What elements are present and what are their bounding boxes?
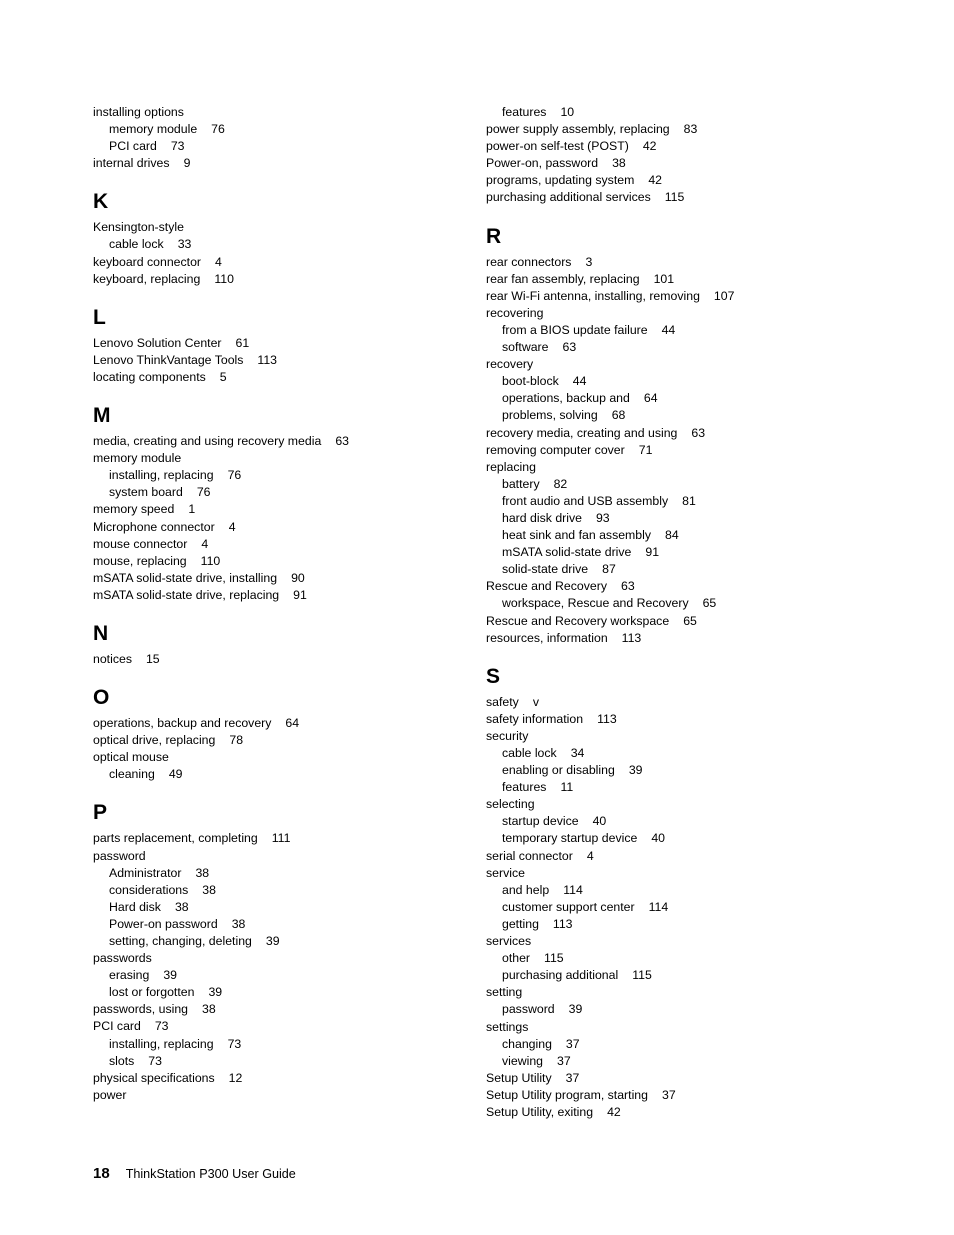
index-term: Lenovo ThinkVantage Tools xyxy=(93,352,244,367)
index-term: passwords, using xyxy=(93,1002,189,1017)
index-term: Power-on, password xyxy=(486,156,599,171)
index-letter-heading: O xyxy=(93,686,110,710)
index-entry xyxy=(486,865,886,882)
index-term: password xyxy=(93,848,146,863)
index-page-ref[interactable]: 38 xyxy=(195,865,210,880)
index-entry xyxy=(93,536,463,553)
index-column-left xyxy=(93,104,463,1104)
index-page-ref[interactable]: 65 xyxy=(683,613,697,628)
index-page-ref[interactable]: v xyxy=(532,694,539,709)
index-subentry xyxy=(486,407,886,424)
index-page-ref[interactable]: 76 xyxy=(227,468,242,483)
index-letter-heading: S xyxy=(486,664,501,688)
index-entry xyxy=(486,459,886,476)
index-term: power xyxy=(93,1087,127,1102)
index-term: startup device xyxy=(502,814,579,829)
index-term: lost or forgotten xyxy=(109,985,195,1000)
index-term: serial connector xyxy=(486,848,573,863)
index-entry xyxy=(93,848,463,865)
index-subentry xyxy=(486,373,886,390)
index-page-ref[interactable]: 63 xyxy=(620,579,635,594)
index-page-ref[interactable]: 38 xyxy=(174,899,189,914)
index-subentry xyxy=(93,484,463,501)
index-subentry xyxy=(93,138,463,155)
index-term: battery xyxy=(502,476,540,491)
index-entry xyxy=(93,271,463,288)
index-subentry xyxy=(93,933,463,950)
index-page-ref[interactable]: 76 xyxy=(196,485,211,500)
index-subentry xyxy=(93,865,463,882)
index-entry xyxy=(486,356,886,373)
index-term: Setup Utility, exiting xyxy=(486,1104,594,1119)
index-entry xyxy=(486,1087,886,1104)
index-entry xyxy=(486,442,886,459)
index-page-ref[interactable]: 91 xyxy=(645,545,660,560)
index-entry xyxy=(486,155,886,172)
index-entry xyxy=(486,172,886,189)
index-page-ref[interactable]: 82 xyxy=(553,476,568,491)
index-page-ref[interactable]: 73 xyxy=(227,1036,242,1051)
index-page-ref[interactable]: 38 xyxy=(202,882,216,897)
index-entry xyxy=(93,587,463,604)
index-term: memory module xyxy=(93,451,182,466)
index-subentry xyxy=(486,882,886,899)
index-term: removing computer cover xyxy=(486,442,625,457)
index-term: PCI card xyxy=(93,1019,141,1034)
index-term: boot-block xyxy=(502,374,559,389)
index-entry xyxy=(486,630,886,647)
index-entry xyxy=(93,155,463,172)
index-term: from a BIOS update failure xyxy=(502,322,648,337)
index-page-ref[interactable]: 4 xyxy=(215,254,222,269)
index-term: optical drive, replacing xyxy=(93,733,216,748)
index-page-ref[interactable]: 4 xyxy=(586,848,594,863)
index-page-ref[interactable]: 113 xyxy=(552,916,573,931)
index-entry xyxy=(486,425,886,442)
index-subentry xyxy=(486,339,886,356)
index-entry xyxy=(93,950,463,967)
index-letter-heading: M xyxy=(93,404,111,428)
index-subentry xyxy=(486,322,886,339)
index-subentry xyxy=(486,1053,886,1070)
index-page-ref[interactable]: 42 xyxy=(642,139,657,154)
index-term: slots xyxy=(109,1053,135,1068)
index-subentry xyxy=(486,595,886,612)
index-term: software xyxy=(502,340,549,355)
index-term: mSATA solid-state drive, installing xyxy=(93,570,278,585)
index-term: features xyxy=(502,105,547,119)
index-page-ref[interactable]: 4 xyxy=(201,536,209,551)
index-subentry xyxy=(486,967,886,984)
index-entry xyxy=(486,1104,886,1121)
index-page-ref[interactable]: 39 xyxy=(163,968,178,983)
index-term: internal drives xyxy=(93,156,170,171)
index-page-ref[interactable]: 113 xyxy=(621,630,642,645)
index-entry xyxy=(93,519,463,536)
index-entry xyxy=(93,651,463,668)
index-term: media, creating and using recovery media xyxy=(93,434,322,449)
index-page-ref[interactable]: 115 xyxy=(544,951,564,966)
index-subentry xyxy=(486,813,886,830)
index-page-ref[interactable]: 40 xyxy=(651,831,666,846)
index-entry xyxy=(486,271,886,288)
index-subentry xyxy=(486,830,886,847)
document-title: ThinkStation P300 User Guide xyxy=(125,1167,296,1181)
index-term: heat sink and fan assembly xyxy=(502,528,652,543)
index-term: purchasing additional services xyxy=(486,190,651,205)
index-page-ref[interactable]: 4 xyxy=(228,519,236,534)
index-page-ref[interactable]: 83 xyxy=(683,122,698,137)
index-entry xyxy=(93,570,463,587)
index-term: setting xyxy=(486,985,523,1000)
index-letter-heading: R xyxy=(486,224,502,248)
index-entry xyxy=(93,830,463,847)
index-term: Hard disk xyxy=(109,899,161,914)
index-entry xyxy=(93,749,463,766)
index-term: front audio and USB assembly xyxy=(502,493,669,508)
index-subentry xyxy=(486,745,886,762)
index-entry xyxy=(93,715,463,732)
index-page-ref[interactable]: 37 xyxy=(557,1053,571,1068)
index-entry xyxy=(93,335,463,352)
index-page-ref[interactable]: 12 xyxy=(228,1070,243,1085)
index-page-ref[interactable]: 114 xyxy=(648,899,669,914)
index-page-ref[interactable]: 84 xyxy=(665,528,679,543)
index-page-ref[interactable]: 110 xyxy=(214,271,234,286)
index-term: installing, replacing xyxy=(109,1036,214,1051)
index-page-ref[interactable]: 63 xyxy=(691,425,706,440)
index-subentry xyxy=(93,899,463,916)
index-page-ref[interactable]: 113 xyxy=(597,711,617,726)
index-subentry xyxy=(93,1036,463,1053)
index-entry xyxy=(93,254,463,271)
index-term: erasing xyxy=(109,968,150,983)
index-page-ref[interactable]: 64 xyxy=(285,716,300,731)
index-term: settings xyxy=(486,1019,529,1034)
index-term: safety xyxy=(486,694,519,709)
index-page-ref[interactable]: 113 xyxy=(257,352,278,367)
index-page-ref[interactable]: 10 xyxy=(560,105,575,119)
index-entry xyxy=(93,219,463,236)
page-number: 18 xyxy=(93,1165,110,1182)
index-term: safety information xyxy=(486,711,584,726)
index-term: resources, information xyxy=(486,630,608,645)
index-term: rear Wi-Fi antenna, installing, removing xyxy=(486,288,700,303)
index-term: security xyxy=(486,728,529,743)
index-term: operations, backup and xyxy=(502,391,630,406)
index-term: enabling or disabling xyxy=(502,763,615,778)
index-subentry xyxy=(486,476,886,493)
index-subentry xyxy=(486,1036,886,1053)
index-term: workspace, Rescue and Recovery xyxy=(502,596,689,611)
index-subentry xyxy=(486,510,886,527)
index-term: mSATA solid-state drive, replacing xyxy=(93,587,280,602)
index-entry xyxy=(486,189,886,206)
index-term: Rescue and Recovery workspace xyxy=(486,613,670,628)
index-term: solid-state drive xyxy=(502,562,589,577)
index-term: optical mouse xyxy=(93,750,169,765)
index-term: password xyxy=(502,1002,555,1017)
index-page-ref[interactable]: 63 xyxy=(335,434,349,449)
index-entry xyxy=(486,613,886,630)
index-subentry xyxy=(93,236,463,253)
index-page-ref[interactable]: 110 xyxy=(200,553,221,568)
index-entry xyxy=(486,728,886,745)
index-term: services xyxy=(486,934,532,949)
index-subentry xyxy=(486,950,886,967)
index-entry xyxy=(486,305,886,322)
index-entry xyxy=(93,501,463,518)
index-page-ref[interactable]: 40 xyxy=(592,814,607,829)
index-subentry xyxy=(486,390,886,407)
index-page-ref[interactable]: 42 xyxy=(607,1104,621,1119)
index-page-ref[interactable]: 73 xyxy=(170,139,185,154)
index-term: selecting xyxy=(486,797,535,812)
index-subentry xyxy=(93,467,463,484)
index-page-ref[interactable]: 37 xyxy=(661,1087,676,1102)
index-entry xyxy=(486,288,886,305)
index-entry xyxy=(93,1087,463,1104)
index-page-ref[interactable]: 37 xyxy=(565,1070,580,1085)
index-term: physical specifications xyxy=(93,1070,215,1085)
index-term: system board xyxy=(109,485,183,500)
index-page-ref[interactable]: 39 xyxy=(568,1002,583,1017)
index-page-ref[interactable]: 49 xyxy=(168,767,183,782)
index-entry xyxy=(486,138,886,155)
index-term: installing, replacing xyxy=(109,468,214,483)
index-term: viewing xyxy=(502,1053,544,1068)
index-subentry xyxy=(486,762,886,779)
index-page-ref[interactable]: 68 xyxy=(611,408,626,423)
index-page-ref[interactable]: 39 xyxy=(265,934,280,948)
index-page-ref[interactable]: 81 xyxy=(682,493,696,508)
index-page-ref[interactable]: 3 xyxy=(585,254,593,269)
page-footer xyxy=(93,1165,296,1182)
index-subentry xyxy=(486,104,886,121)
index-term: Rescue and Recovery xyxy=(486,579,607,594)
index-entry xyxy=(486,1019,886,1036)
index-entry xyxy=(486,121,886,138)
index-entry xyxy=(93,1070,463,1087)
index-term: keyboard, replacing xyxy=(93,271,201,286)
index-subentry xyxy=(486,493,886,510)
index-page-ref[interactable]: 93 xyxy=(595,510,610,525)
index-subentry xyxy=(486,527,886,544)
index-term: customer support center xyxy=(502,899,635,914)
index-term: parts replacement, completing xyxy=(93,831,258,846)
index-subentry xyxy=(486,899,886,916)
index-term: cable lock xyxy=(109,237,164,252)
index-page-ref[interactable]: 91 xyxy=(293,587,307,602)
index-entry xyxy=(486,254,886,271)
index-term: mouse connector xyxy=(93,536,188,551)
index-term: temporary startup device xyxy=(502,831,638,846)
index-page-ref[interactable]: 73 xyxy=(154,1019,169,1034)
index-entry xyxy=(93,433,463,450)
index-term: setting, changing, deleting xyxy=(109,934,252,948)
index-page-ref[interactable]: 1 xyxy=(188,502,196,517)
index-page-ref[interactable]: 33 xyxy=(177,237,192,252)
index-column-right xyxy=(486,104,886,1121)
index-page-ref[interactable]: 114 xyxy=(563,882,583,897)
index-entry xyxy=(486,694,886,711)
index-term: Lenovo Solution Center xyxy=(93,335,222,350)
index-term: problems, solving xyxy=(502,408,598,423)
index-entry xyxy=(93,732,463,749)
index-page-ref[interactable]: 39 xyxy=(208,985,223,1000)
index-page-ref[interactable]: 115 xyxy=(632,968,652,983)
index-term: passwords xyxy=(93,951,152,966)
index-term: Kensington-style xyxy=(93,220,184,235)
index-term: cleaning xyxy=(109,767,155,782)
index-entry xyxy=(486,711,886,728)
index-entry xyxy=(93,1001,463,1018)
index-term: mSATA solid-state drive xyxy=(502,545,632,560)
index-entry xyxy=(93,1018,463,1035)
index-term: Setup Utility program, starting xyxy=(486,1087,648,1102)
index-term: cable lock xyxy=(502,746,557,760)
index-term: memory module xyxy=(109,122,198,137)
index-subentry xyxy=(93,984,463,1001)
index-letter-heading: N xyxy=(93,621,109,645)
index-subentry xyxy=(486,916,886,933)
index-term: recovering xyxy=(486,305,544,320)
index-page-ref[interactable]: 71 xyxy=(638,442,653,457)
index-entry xyxy=(486,1070,886,1087)
index-term: hard disk drive xyxy=(502,510,582,525)
index-term: notices xyxy=(93,651,132,666)
index-term: Power-on password xyxy=(109,916,218,931)
index-page-ref[interactable]: 115 xyxy=(664,190,685,205)
index-subentry xyxy=(93,916,463,933)
index-subentry xyxy=(93,121,463,138)
index-page-ref[interactable]: 5 xyxy=(219,369,227,384)
index-term: operations, backup and recovery xyxy=(93,716,272,731)
index-term: mouse, replacing xyxy=(93,553,187,568)
index-term: rear connectors xyxy=(486,254,572,269)
index-entry xyxy=(486,933,886,950)
index-term: locating components xyxy=(93,369,206,384)
index-page-ref[interactable]: 38 xyxy=(202,1002,216,1017)
index-term: getting xyxy=(502,916,539,931)
index-page-ref[interactable]: 111 xyxy=(271,831,291,846)
index-term: replacing xyxy=(486,459,536,474)
index-letter-heading: P xyxy=(93,801,108,825)
index-term: rear fan assembly, replacing xyxy=(486,271,640,286)
index-page-ref[interactable]: 38 xyxy=(231,916,246,931)
index-term: features xyxy=(502,780,547,795)
index-term: installing options xyxy=(93,105,184,119)
index-subentry xyxy=(486,1001,886,1018)
index-page-ref[interactable]: 76 xyxy=(211,122,225,137)
index-entry xyxy=(93,352,463,369)
index-term: Setup Utility xyxy=(486,1070,552,1085)
index-term: Microphone connector xyxy=(93,519,215,534)
index-term: Administrator xyxy=(109,865,182,880)
index-term: programs, updating system xyxy=(486,173,635,188)
index-page-ref[interactable]: 90 xyxy=(291,570,305,585)
index-page-ref[interactable]: 107 xyxy=(713,288,735,303)
index-term: recovery media, creating and using xyxy=(486,425,678,440)
index-page-ref[interactable]: 9 xyxy=(183,156,191,171)
index-page-ref[interactable]: 15 xyxy=(145,651,160,666)
index-subentry xyxy=(93,882,463,899)
index-page-ref[interactable]: 34 xyxy=(570,746,585,760)
index-entry xyxy=(93,450,463,467)
index-page-ref[interactable]: 64 xyxy=(643,391,658,406)
index-entry xyxy=(93,104,463,121)
index-page-ref[interactable]: 87 xyxy=(602,562,616,577)
index-entry xyxy=(486,984,886,1001)
index-page-ref[interactable]: 44 xyxy=(661,322,676,337)
index-entry xyxy=(486,796,886,813)
index-page-ref[interactable]: 44 xyxy=(572,374,587,389)
index-subentry xyxy=(93,967,463,984)
index-subentry xyxy=(486,544,886,561)
index-term: changing xyxy=(502,1036,552,1051)
index-subentry xyxy=(93,1053,463,1070)
index-term: PCI card xyxy=(109,139,157,154)
index-term: power-on self-test (POST) xyxy=(486,139,629,154)
index-term: considerations xyxy=(109,882,189,897)
index-subentry xyxy=(486,561,886,578)
index-page-ref[interactable]: 65 xyxy=(702,596,717,611)
index-letter-heading: K xyxy=(93,190,109,214)
index-entry xyxy=(486,578,886,595)
index-term: keyboard connector xyxy=(93,254,202,269)
index-term: recovery xyxy=(486,357,534,372)
index-page-ref[interactable]: 11 xyxy=(560,780,574,795)
index-page-ref[interactable]: 63 xyxy=(562,340,577,355)
index-term: power supply assembly, replacing xyxy=(486,122,670,137)
index-page-ref[interactable]: 39 xyxy=(628,763,643,778)
index-page-ref[interactable]: 38 xyxy=(612,156,626,171)
index-term: purchasing additional xyxy=(502,968,619,983)
index-subentry xyxy=(486,779,886,796)
index-page-ref[interactable]: 73 xyxy=(148,1053,162,1068)
index-entry xyxy=(93,553,463,570)
index-term: service xyxy=(486,865,525,880)
index-page-ref[interactable]: 61 xyxy=(235,335,250,350)
index-term: memory speed xyxy=(93,502,175,517)
index-entry xyxy=(486,848,886,865)
index-page-ref[interactable]: 101 xyxy=(653,271,675,286)
index-page-ref[interactable]: 42 xyxy=(648,173,663,188)
index-page-ref[interactable]: 37 xyxy=(565,1036,580,1051)
index-entry xyxy=(93,369,463,386)
index-term: other xyxy=(502,951,531,966)
index-page-ref[interactable]: 78 xyxy=(229,733,244,748)
index-subentry xyxy=(93,766,463,783)
index-term: and help xyxy=(502,882,550,897)
index-letter-heading: L xyxy=(93,305,106,329)
